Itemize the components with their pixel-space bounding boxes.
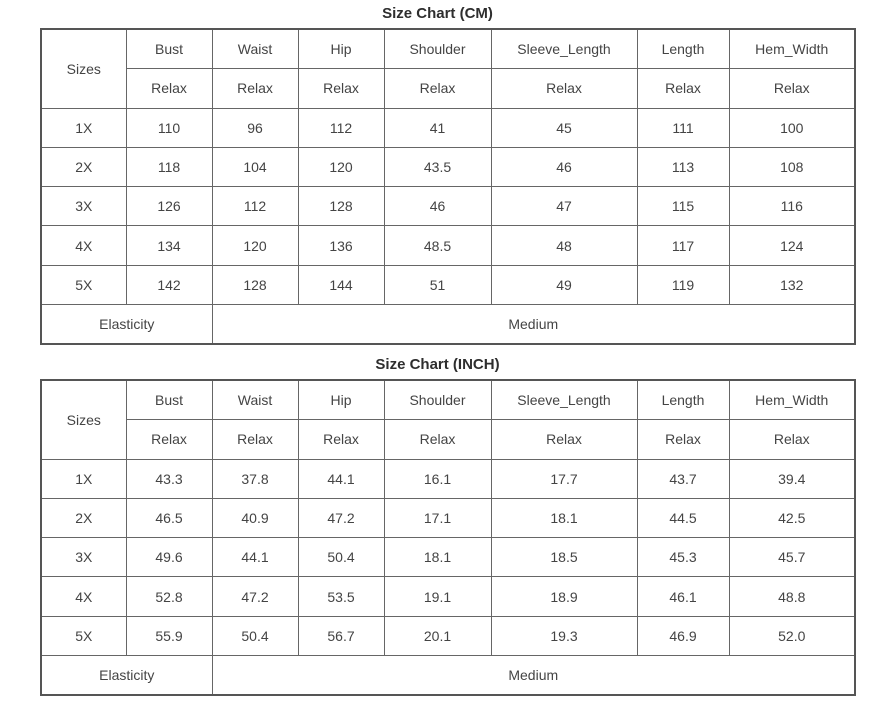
size-cell: 5X (41, 616, 126, 655)
measurement-cell: 100 (729, 108, 855, 147)
fit-label: Relax (729, 69, 855, 108)
measurement-cell: 134 (126, 226, 212, 265)
fit-label: Relax (637, 420, 729, 459)
elasticity-label: Elasticity (41, 656, 212, 696)
measurement-cell: 44.5 (637, 498, 729, 537)
measurement-cell: 44.1 (212, 538, 298, 577)
measurement-cell: 126 (126, 187, 212, 226)
elasticity-value: Medium (212, 305, 855, 345)
column-header: Hem_Width (729, 29, 855, 69)
measurement-cell: 18.1 (491, 498, 637, 537)
table-row (41, 147, 855, 186)
column-header: Length (637, 29, 729, 69)
measurement-cell: 43.7 (637, 459, 729, 498)
measurement-cell: 117 (637, 226, 729, 265)
measurement-cell: 18.5 (491, 538, 637, 577)
measurement-cell: 46.5 (126, 498, 212, 537)
measurement-cell: 45.3 (637, 538, 729, 577)
size-cell: 4X (41, 226, 126, 265)
table-row (41, 616, 855, 655)
column-header: Shoulder (384, 380, 491, 420)
measurement-cell: 104 (212, 147, 298, 186)
size-cell: 4X (41, 577, 126, 616)
measurement-cell: 43.3 (126, 459, 212, 498)
fit-label: Relax (212, 420, 298, 459)
fit-row (41, 69, 855, 108)
sizes-header: Sizes (41, 29, 126, 108)
measurement-cell: 43.5 (384, 147, 491, 186)
size-cell: 3X (41, 538, 126, 577)
fit-label: Relax (384, 420, 491, 459)
fit-row (41, 420, 855, 459)
measurement-cell: 16.1 (384, 459, 491, 498)
fit-label: Relax (637, 69, 729, 108)
measurement-cell: 108 (729, 147, 855, 186)
measurement-cell: 110 (126, 108, 212, 147)
fit-label: Relax (126, 420, 212, 459)
header-row (41, 29, 855, 69)
size-cell: 5X (41, 265, 126, 304)
measurement-cell: 53.5 (298, 577, 384, 616)
measurement-cell: 48.5 (384, 226, 491, 265)
measurement-cell: 96 (212, 108, 298, 147)
measurement-cell: 136 (298, 226, 384, 265)
fit-label: Relax (491, 69, 637, 108)
measurement-cell: 50.4 (212, 616, 298, 655)
measurement-cell: 42.5 (729, 498, 855, 537)
measurement-cell: 52.0 (729, 616, 855, 655)
measurement-cell: 18.9 (491, 577, 637, 616)
fit-label: Relax (729, 420, 855, 459)
measurement-cell: 142 (126, 265, 212, 304)
size-cell: 2X (41, 147, 126, 186)
cm-table-body (41, 29, 855, 344)
size-cell: 1X (41, 108, 126, 147)
measurement-cell: 19.3 (491, 616, 637, 655)
column-header: Sleeve_Length (491, 380, 637, 420)
measurement-cell: 128 (212, 265, 298, 304)
measurement-cell: 119 (637, 265, 729, 304)
measurement-cell: 50.4 (298, 538, 384, 577)
measurement-cell: 113 (637, 147, 729, 186)
column-header: Hip (298, 29, 384, 69)
measurement-cell: 48 (491, 226, 637, 265)
table-row (41, 577, 855, 616)
cm-chart-title: Size Chart (CM) (382, 5, 493, 22)
size-cell: 1X (41, 459, 126, 498)
measurement-cell: 52.8 (126, 577, 212, 616)
measurement-cell: 118 (126, 147, 212, 186)
measurement-cell: 116 (729, 187, 855, 226)
column-header: Hip (298, 380, 384, 420)
elasticity-value: Medium (212, 656, 855, 696)
size-cell: 3X (41, 187, 126, 226)
table-row (41, 459, 855, 498)
measurement-cell: 45.7 (729, 538, 855, 577)
measurement-cell: 17.7 (491, 459, 637, 498)
measurement-cell: 128 (298, 187, 384, 226)
measurement-cell: 49.6 (126, 538, 212, 577)
table-row (41, 108, 855, 147)
measurement-cell: 46 (384, 187, 491, 226)
measurement-cell: 19.1 (384, 577, 491, 616)
elasticity-row (41, 305, 855, 345)
inch-size-table (40, 379, 856, 696)
measurement-cell: 112 (212, 187, 298, 226)
measurement-cell: 49 (491, 265, 637, 304)
measurement-cell: 47.2 (212, 577, 298, 616)
column-header: Waist (212, 29, 298, 69)
measurement-cell: 120 (298, 147, 384, 186)
measurement-cell: 111 (637, 108, 729, 147)
measurement-cell: 45 (491, 108, 637, 147)
measurement-cell: 37.8 (212, 459, 298, 498)
fit-label: Relax (384, 69, 491, 108)
table-row (41, 265, 855, 304)
column-header: Waist (212, 380, 298, 420)
measurement-cell: 47.2 (298, 498, 384, 537)
table-row (41, 226, 855, 265)
measurement-cell: 120 (212, 226, 298, 265)
measurement-cell: 115 (637, 187, 729, 226)
fit-label: Relax (126, 69, 212, 108)
measurement-cell: 112 (298, 108, 384, 147)
measurement-cell: 17.1 (384, 498, 491, 537)
measurement-cell: 47 (491, 187, 637, 226)
measurement-cell: 46.1 (637, 577, 729, 616)
measurement-cell: 132 (729, 265, 855, 304)
measurement-cell: 48.8 (729, 577, 855, 616)
table-row (41, 187, 855, 226)
inch-chart-title: Size Chart (INCH) (375, 356, 500, 373)
measurement-cell: 44.1 (298, 459, 384, 498)
cm-size-table (40, 28, 856, 345)
column-header: Shoulder (384, 29, 491, 69)
measurement-cell: 46 (491, 147, 637, 186)
elasticity-label: Elasticity (41, 305, 212, 345)
fit-label: Relax (298, 69, 384, 108)
table-row (41, 498, 855, 537)
elasticity-row (41, 656, 855, 696)
column-header: Hem_Width (729, 380, 855, 420)
measurement-cell: 41 (384, 108, 491, 147)
column-header: Sleeve_Length (491, 29, 637, 69)
measurement-cell: 18.1 (384, 538, 491, 577)
sizes-header: Sizes (41, 380, 126, 459)
size-cell: 2X (41, 498, 126, 537)
fit-label: Relax (491, 420, 637, 459)
fit-label: Relax (298, 420, 384, 459)
inch-table-body (41, 380, 855, 695)
measurement-cell: 40.9 (212, 498, 298, 537)
fit-label: Relax (212, 69, 298, 108)
measurement-cell: 46.9 (637, 616, 729, 655)
measurement-cell: 56.7 (298, 616, 384, 655)
measurement-cell: 144 (298, 265, 384, 304)
measurement-cell: 20.1 (384, 616, 491, 655)
measurement-cell: 39.4 (729, 459, 855, 498)
column-header: Bust (126, 380, 212, 420)
column-header: Bust (126, 29, 212, 69)
measurement-cell: 51 (384, 265, 491, 304)
table-row (41, 538, 855, 577)
header-row (41, 380, 855, 420)
measurement-cell: 55.9 (126, 616, 212, 655)
column-header: Length (637, 380, 729, 420)
measurement-cell: 124 (729, 226, 855, 265)
